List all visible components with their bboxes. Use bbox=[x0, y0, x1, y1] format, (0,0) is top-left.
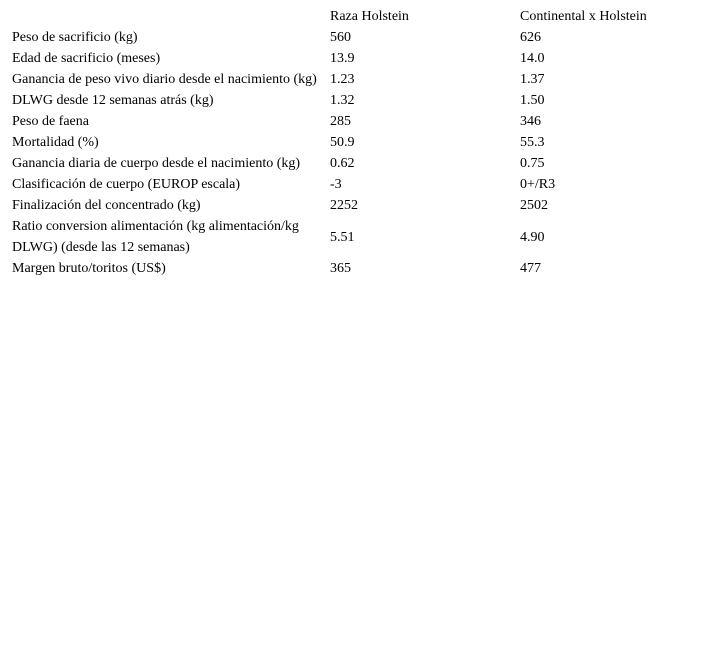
table-row-clasificacion-cuerpo bbox=[12, 174, 712, 195]
row-label: Margen bruto/toritos (US$) bbox=[12, 261, 166, 276]
table-header-row bbox=[12, 6, 712, 27]
table-row-finalizacion-concentrado bbox=[12, 195, 712, 216]
cell-raza-holstein: 0.62 bbox=[330, 156, 355, 171]
cell-continental-x-holstein: 14.0 bbox=[520, 51, 545, 66]
cell-raza-holstein: -3 bbox=[330, 177, 342, 192]
row-label: Clasificación de cuerpo (EUROP escala) bbox=[12, 177, 241, 192]
document-page bbox=[0, 6, 720, 671]
row-label: Finalización del concentrado (kg) bbox=[12, 198, 201, 213]
cell-raza-holstein: 13.9 bbox=[330, 51, 355, 66]
cell-continental-x-holstein: 346 bbox=[520, 114, 541, 129]
table-row-ganancia-diaria-cuerpo bbox=[12, 153, 712, 174]
cell-continental-x-holstein: 0+/R3 bbox=[520, 177, 556, 192]
cell-raza-holstein: 1.32 bbox=[330, 93, 355, 108]
cell-continental-x-holstein: 2502 bbox=[520, 198, 548, 213]
row-label: Ganancia de peso vivo diario desde el nacimiento (kg) bbox=[12, 72, 317, 87]
row-label: DLWG desde 12 semanas atrás (kg) bbox=[12, 93, 214, 108]
cell-raza-holstein: 365 bbox=[330, 261, 351, 276]
row-label: Edad de sacrificio (meses) bbox=[12, 51, 161, 66]
cell-raza-holstein: 2252 bbox=[330, 198, 358, 213]
cell-raza-holstein: 5.51 bbox=[330, 229, 355, 245]
table-row-ratio-conversion-alimentacion bbox=[12, 216, 712, 258]
comparison-table bbox=[12, 6, 712, 279]
cell-continental-x-holstein: 626 bbox=[520, 30, 541, 45]
cell-raza-holstein: 50.9 bbox=[330, 135, 355, 150]
cell-continental-x-holstein: 4.90 bbox=[520, 229, 545, 245]
row-label: Ratio conversion alimentación (kg alimentación/kg DLWG) (desde las 12 semanas) bbox=[12, 219, 299, 255]
cell-continental-x-holstein: 1.37 bbox=[520, 72, 545, 87]
table-row-peso-de-faena bbox=[12, 111, 712, 132]
row-label: Mortalidad (%) bbox=[12, 135, 99, 150]
row-label: Peso de sacrificio (kg) bbox=[12, 30, 138, 45]
table-row-margen-bruto-toritos bbox=[12, 258, 712, 279]
cell-raza-holstein: 560 bbox=[330, 30, 351, 45]
table-row-ganancia-peso-vivo-diario bbox=[12, 69, 712, 90]
table-row-mortalidad bbox=[12, 132, 712, 153]
column-header-continental-x-holstein: Continental x Holstein bbox=[520, 9, 647, 24]
cell-continental-x-holstein: 55.3 bbox=[520, 135, 545, 150]
table-row-dlwg-12-semanas bbox=[12, 90, 712, 111]
cell-continental-x-holstein: 477 bbox=[520, 261, 541, 276]
row-label: Peso de faena bbox=[12, 114, 89, 129]
row-label-column-header bbox=[12, 6, 330, 27]
table-row-edad-de-sacrificio bbox=[12, 48, 712, 69]
cell-continental-x-holstein: 0.75 bbox=[520, 156, 545, 171]
row-label: Ganancia diaria de cuerpo desde el nacimiento (kg) bbox=[12, 156, 301, 171]
cell-raza-holstein: 1.23 bbox=[330, 72, 355, 87]
column-header-raza-holstein: Raza Holstein bbox=[330, 9, 409, 24]
table-row-peso-de-sacrificio bbox=[12, 27, 712, 48]
cell-raza-holstein: 285 bbox=[330, 114, 351, 129]
cell-continental-x-holstein: 1.50 bbox=[520, 93, 545, 108]
